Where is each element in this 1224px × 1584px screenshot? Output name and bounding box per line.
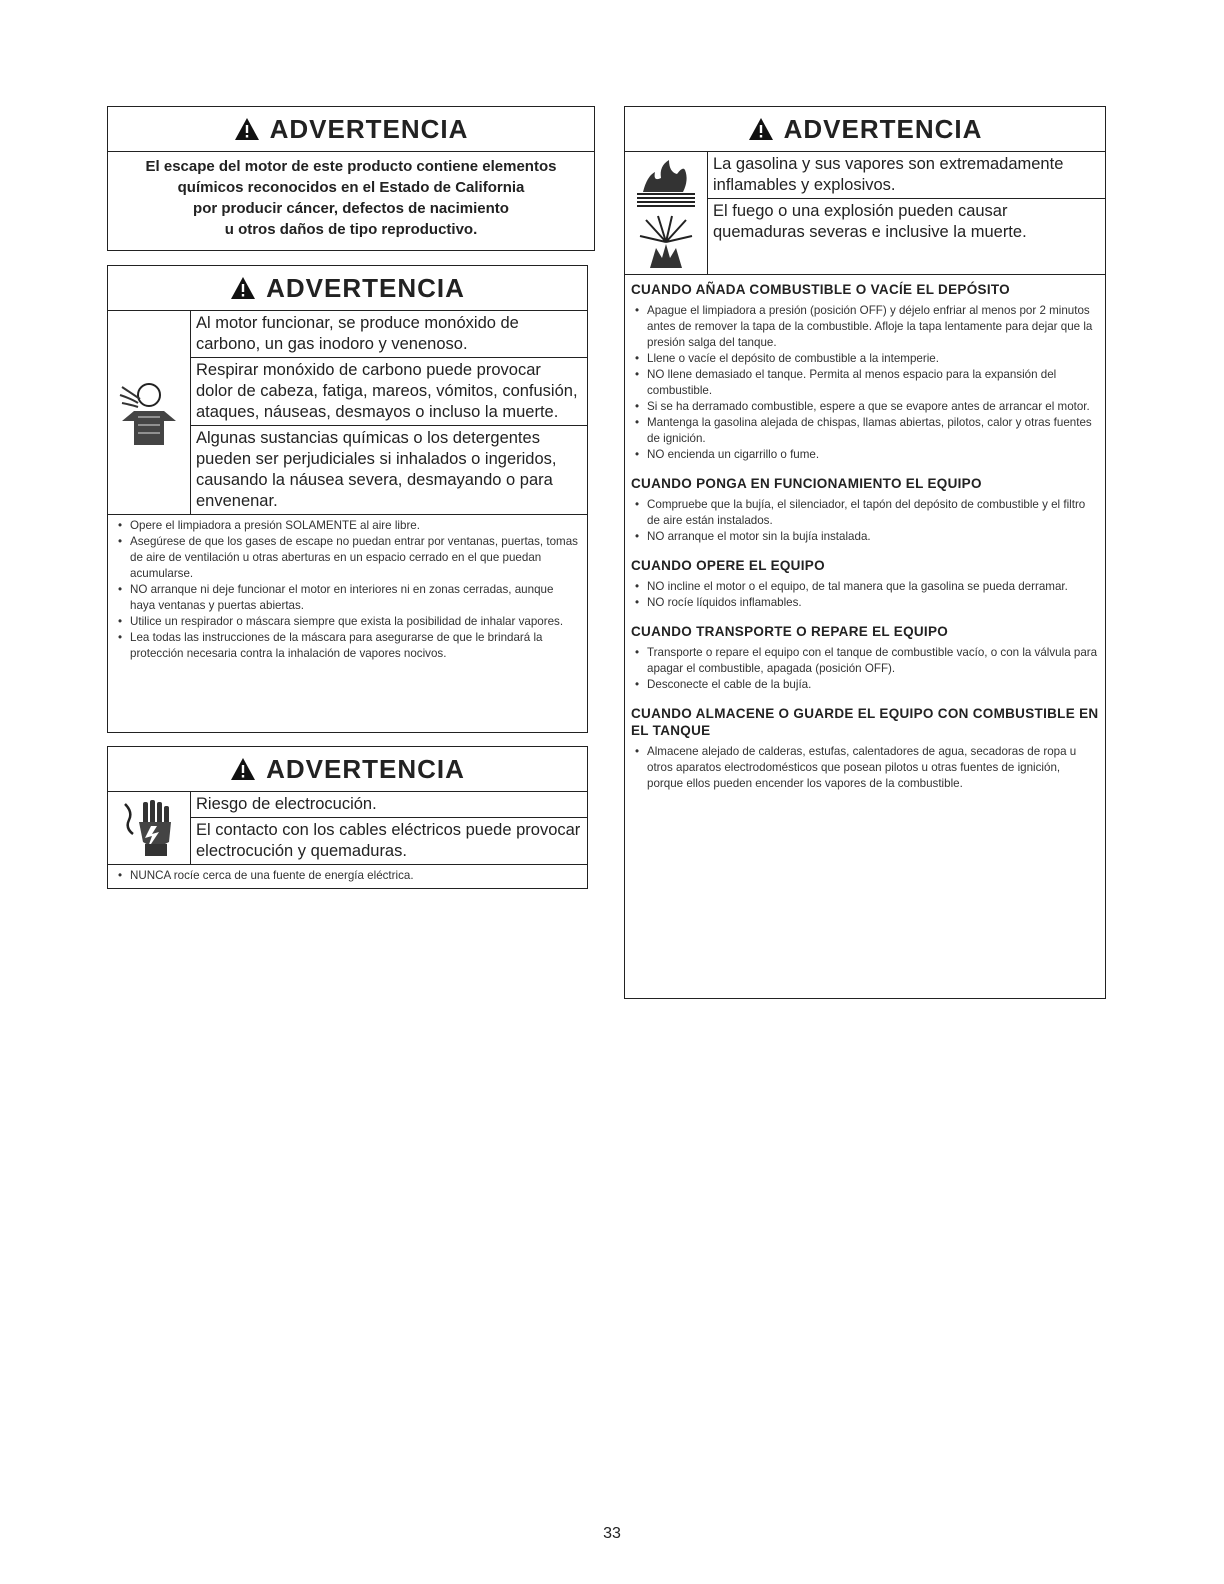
- warning-box-carbon-monoxide: [107, 265, 588, 733]
- warning-header: ADVERTENCIA: [108, 747, 587, 792]
- explosion-icon: [636, 214, 696, 270]
- co-bullet-list: [108, 515, 587, 668]
- electrocution-icon: [108, 792, 191, 864]
- list-item: • NO arranque el motor sin la bujía instalada.: [631, 529, 1099, 545]
- warning-triangle-icon: [234, 117, 260, 141]
- warning-box-electrocution: [107, 746, 588, 889]
- list-item: • Si se ha derramado combustible, espere a que se evapore antes de arrancar el motor.: [631, 399, 1099, 415]
- section-bullet-list: [625, 494, 1105, 551]
- electro-paragraph-1: Riesgo de electrocución.: [191, 792, 587, 818]
- fire-icon: [633, 156, 699, 208]
- co-paragraph-2: Respirar monóxido de carbono puede provocar dolor de cabeza, fatiga, mareos, vómitos, confusión, ataques, náuseas, desmayos o incluso la muerte.: [191, 358, 587, 426]
- co-paragraph-3: Algunas sustancias químicas o los detergentes pueden ser perjudiciales si inhalados o ingeridos, causando la náusea severa, desmayando o para envenenar.: [196, 429, 557, 510]
- california-notice: El escape del motor de este producto contiene elementos químicos reconocidos en el Estado de California por producir cáncer, defectos de nacimiento u otros daños de tipo reproductivo.: [145, 158, 557, 238]
- section-title: CUANDO OPERE EL EQUIPO: [631, 558, 825, 573]
- list-item: • NO rocíe líquidos inflamables.: [631, 595, 1099, 611]
- section-bullet-list: [625, 642, 1105, 699]
- list-item: • Transporte o repare el equipo con el tanque de combustible vacío, o con la válvula para apagar el combustible, apagada (posición OFF).: [631, 645, 1099, 677]
- list-item: • NO incline el motor o el equipo, de tal manera que la gasolina se pueda derramar.: [631, 579, 1099, 595]
- list-item: • Utilice un respirador o máscara siempre que exista la posibilidad de inhalar vapores.: [114, 614, 581, 630]
- list-item: • Apague el limpiadora a presión (posición OFF) y déjelo enfriar al menos por 2 minutos antes de remover la tapa de la combustible. Afloje la tapa lentamente para dejar que la presión salga del tanque.: [631, 303, 1099, 351]
- section-title: CUANDO PONGA EN FUNCIONAMIENTO EL EQUIPO: [631, 476, 982, 491]
- fuel-paragraph-2: El fuego o una explosión pueden causar quemaduras severas e inclusive la muerte.: [713, 202, 1027, 241]
- list-item: • Asegúrese de que los gases de escape no puedan entrar por ventanas, puertas, tomas de aire de ventilación u otras aberturas en un espacio cerrado en el que puedan acumularse.: [114, 534, 581, 582]
- list-item: • Almacene alejado de calderas, estufas, calentadores de agua, secadoras de ropa u otros aparatos electrodomésticos que posean pilotos u otras fuentes de ignición, porque ellos pueden encender los vapores de la combustible.: [631, 744, 1099, 792]
- list-item: • Desconecte el cable de la bujía.: [631, 677, 1099, 693]
- warning-body: [108, 311, 587, 515]
- warning-triangle-icon: [230, 757, 256, 781]
- warning-triangle-icon: [230, 276, 256, 300]
- section-bullet-list: [625, 741, 1105, 798]
- warning-body: [625, 152, 1105, 275]
- list-item: • NUNCA rocíe cerca de una fuente de energía eléctrica.: [114, 868, 581, 884]
- electro-bullet-list: [108, 865, 587, 890]
- warning-box-fuel: [624, 106, 1106, 999]
- warning-triangle-icon: [748, 117, 774, 141]
- warning-header: ADVERTENCIA: [108, 266, 587, 311]
- warning-body: [108, 792, 587, 865]
- warning-box-california: [107, 106, 595, 251]
- warning-header: ADVERTENCIA: [108, 107, 594, 152]
- section-title: CUANDO TRANSPORTE O REPARE EL EQUIPO: [631, 624, 949, 639]
- section-bullet-list: [625, 576, 1105, 617]
- co-paragraph-1: Al motor funcionar, se produce monóxido de carbono, un gas inodoro y venenoso.: [191, 311, 587, 358]
- section-bullet-list: [625, 300, 1105, 469]
- list-item: • NO encienda un cigarrillo o fume.: [631, 447, 1099, 463]
- electro-paragraph-2: El contacto con los cables eléctricos puede provocar electrocución y quemaduras.: [196, 821, 581, 860]
- page-number: 33: [603, 1525, 621, 1542]
- list-item: • NO arranque ni deje funcionar el motor en interiores ni en zonas cerradas, aunque haya ventanas y puertas abiertas.: [114, 582, 581, 614]
- section-title: CUANDO AÑADA COMBUSTIBLE O VACÍE EL DEPÓSITO: [631, 282, 1010, 297]
- fire-explosion-icons: [625, 152, 708, 274]
- list-item: • Opere el limpiadora a presión SOLAMENTE al aire libre.: [114, 518, 581, 534]
- warning-header: ADVERTENCIA: [625, 107, 1105, 152]
- list-item: • Lea todas las instrucciones de la máscara para asegurarse de que le brindará la protección necesaria contra la inhalación de vapores nocivos.: [114, 630, 581, 662]
- fuel-paragraph-1: La gasolina y sus vapores son extremadamente inflamables y explosivos.: [708, 152, 1105, 199]
- list-item: • NO llene demasiado el tanque. Permita al menos espacio para la expansión del combustible.: [631, 367, 1099, 399]
- list-item: • Llene o vacíe el depósito de combustible a la intemperie.: [631, 351, 1099, 367]
- list-item: • Compruebe que la bujía, el silenciador, el tapón del depósito de combustible y el filtro de aire están instalados.: [631, 497, 1099, 529]
- section-title: CUANDO ALMACENE O GUARDE EL EQUIPO CON COMBUSTIBLE EN EL TANQUE: [631, 706, 1099, 738]
- list-item: • Mantenga la gasolina alejada de chispas, llamas abiertas, pilotos, calor y otras fuentes de ignición.: [631, 415, 1099, 447]
- breathing-hazard-icon: [108, 311, 191, 514]
